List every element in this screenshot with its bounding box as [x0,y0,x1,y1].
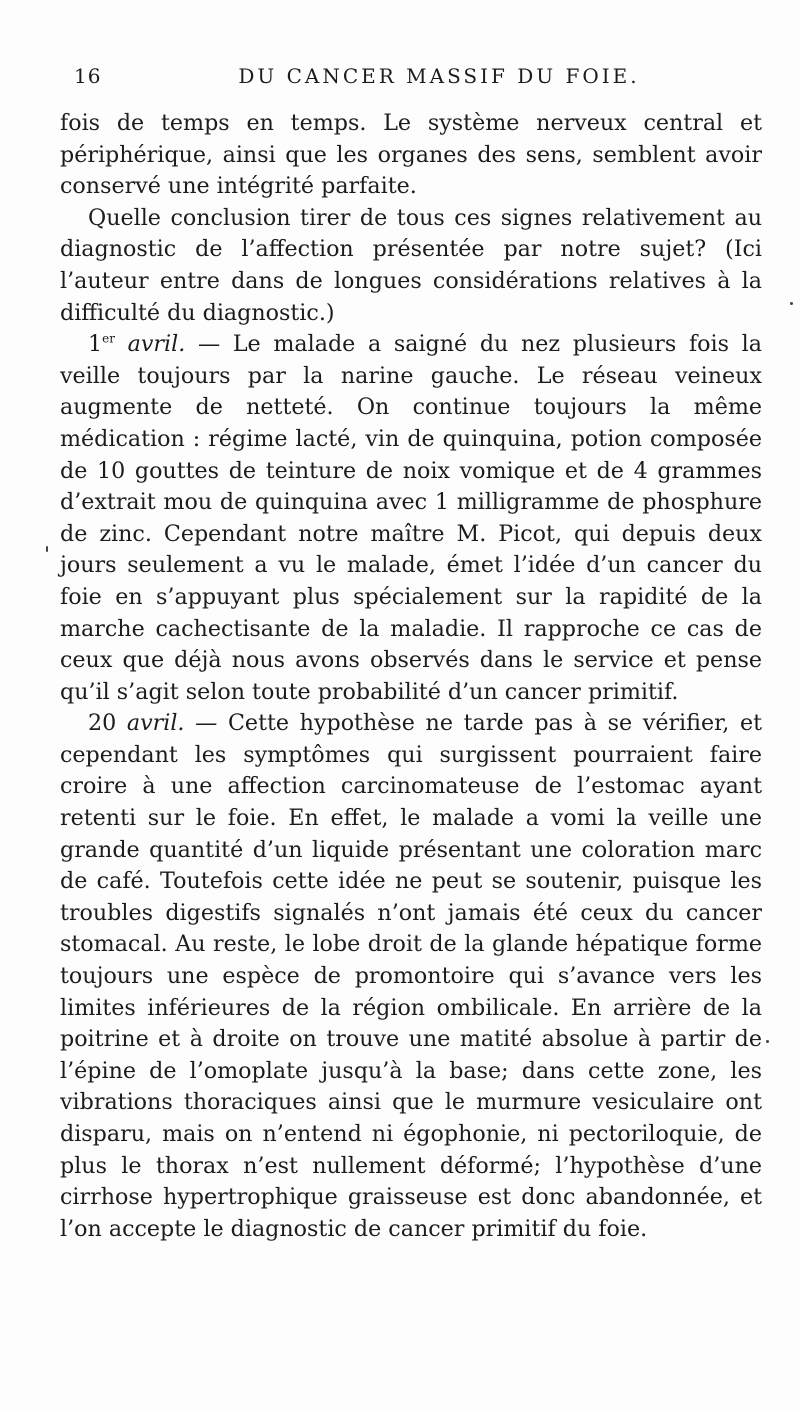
print-speck [766,1040,769,1043]
page-header [74,64,764,98]
print-speck [46,546,48,552]
body-text [60,108,762,1245]
entry-date-number: 1 [88,331,103,358]
running-title: DU CANCER MASSIF DU FOIE. [238,64,640,88]
paragraph-entry-20-avril [60,708,762,1245]
paragraph-text: — Le malade a saigné du nez plusieurs fois la veille toujours par la narine gauche. Le réseau veineux augmente de netteté. On continue toujours la même médication : régime lacté, vin de quinquina, potion composée de 10 gouttes de teinture de noix vomique et de 4 grammes d’extrait mou de quinquina avec 1 milligramme de phosphure de zinc. Cependant notre maître M. Picot, qui depuis deux jours seulement a vu le malade, émet l’idée d’un cancer du foie en s’appuyant plus spécialement sur la rapidité de la marche cachectisante de la maladie. Il rapproche ce cas de ceux que déjà nous avons observés dans le service et pense qu’il s’agit selon toute probabilité d’un cancer primitif. [60,331,763,705]
paragraph-continuation [60,108,762,203]
paragraph-entry-1er-avril [60,329,762,708]
paragraph-text: Quelle conclusion tirer de tous ces signes relativement au diagnostic de l’affection présentée par notre sujet? (Ici l’auteur entre dans de longues considérations relatives à la difficulté du diagnostic.) [60,204,762,326]
entry-date-superscript: er [102,331,115,346]
paragraph-conclusion [60,203,762,329]
paragraph-text: fois de temps en temps. Le système nerveux central et périphérique, ainsi que les organes des sens, semblent avoir conservé une intégrité parfaite. [60,110,762,200]
entry-date-number: 20 [88,710,117,737]
entry-date-label: avril. [126,710,185,737]
entry-date-label: avril. [127,331,186,358]
page-number: 16 [74,64,102,88]
print-speck [790,302,793,305]
paragraph-text: — Cette hypothèse ne tarde pas à se vérifier, et cependant les symptômes qui surgissent pourraient faire croire à une affection carcinomateuse de l’estomac ayant retenti sur le foie. En effet, le malade a vomi la veille une grande quantité d’un liquide présentant une coloration marc de café. Toutefois cette idée ne peut se soutenir, puisque les troubles digestifs signalés n’ont jamais été ceux du cancer stomacal. Au reste, le lobe droit de la glande hépatique forme toujours une espèce de promontoire qui s’avance vers les limites inférieures de la région ombilicale. En arrière de la poitrine et à droite on trouve une matité absolue à partir de l’épine de l’omoplate jusqu’à la base; dans cette zone, les vibrations thoraciques ainsi que le murmure vesiculaire ont disparu, mais on n’entend ni égophonie, ni pectoriloquie, de plus le thorax n’est nullement déformé; l’hypothèse d’une cirrhose hypertrophique graisseuse est donc abandonnée, et l’on accepte le diagnostic de cancer primitif du foie. [60,710,762,1242]
